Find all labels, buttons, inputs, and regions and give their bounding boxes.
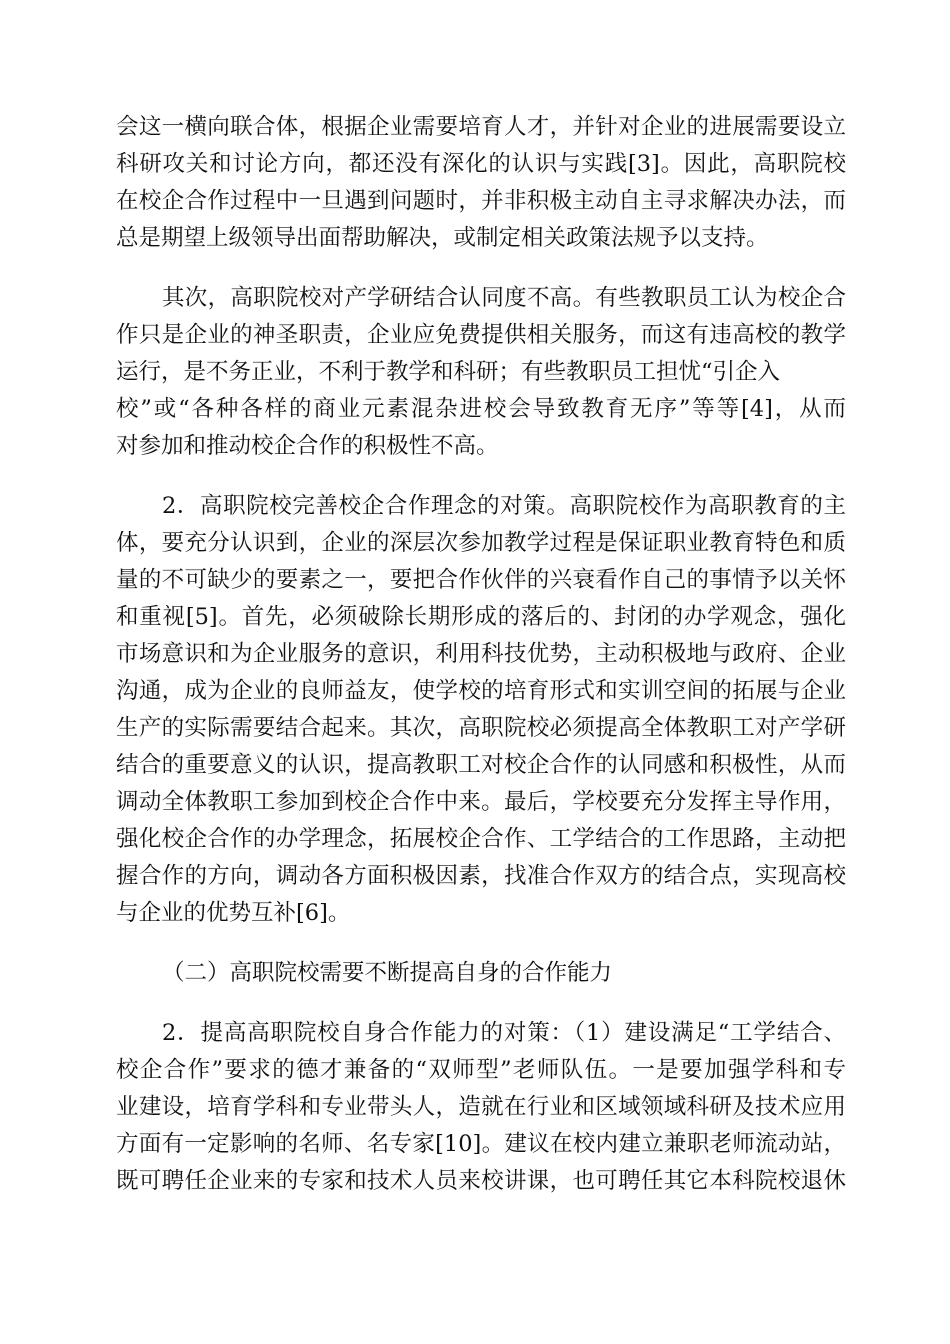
text-line: 方面有一定影响的名师、名专家[10]。建议在校内建立兼职老师流动站，: [116, 1131, 846, 1157]
text-line: 结合的重要意义的认识，提高教职工对校企合作的认同感和积极性，从而: [116, 752, 846, 778]
text-line: 生产的实际需要结合起来。其次，高职院校必须提高全体教职工对产学研: [116, 715, 846, 741]
text-line: 总是期望上级领导出面帮助解决，或制定相关政策法规予以支持。: [116, 225, 769, 251]
text-line: 科研攻关和讨论方向，都还没有深化的认识与实践[3]。因此，高职院校: [116, 151, 846, 177]
text-line: 量的不可缺少的要素之一，要把合作伙伴的兴衰看作自己的事情予以关怀: [116, 567, 846, 593]
text-line: 校”或“各种各样的商业元素混杂进校会导致教育无序”等等[4]，从而: [116, 396, 846, 422]
text-line: 运行，是不务正业，不利于教学和科研；有些教职员工担忧“引企入: [116, 359, 781, 385]
text-line: 市场意识和为企业服务的意识，利用科技优势，主动积极地与政府、企业: [116, 641, 846, 667]
text-line: 与企业的优势互补[6]。: [116, 900, 351, 926]
text-line: 调动全体教职工参加到校企合作中来。最后，学校要充分发挥主导作用，: [116, 789, 846, 815]
text-line: 2．提高高职院校自身合作能力的对策：（1）建设满足“工学结合、: [162, 1020, 846, 1046]
text-line: 强化校企合作的办学理念，拓展校企合作、工学结合的工作思路，主动把: [116, 826, 846, 852]
text-line: 校企合作”要求的德才兼备的“双师型”老师队伍。一是要加强学科和专: [116, 1057, 846, 1083]
section-heading: （二）高职院校需要不断提高自身的合作能力: [162, 960, 613, 986]
text-line: 作只是企业的神圣职责，企业应免费提供相关服务，而这有违高校的教学: [116, 322, 846, 348]
text-line: 握合作的方向，调动各方面积极因素，找准合作双方的结合点，实现高校: [116, 863, 846, 889]
text-line: 既可聘任企业来的专家和技术人员来校讲课，也可聘任其它本科院校退休: [116, 1168, 846, 1194]
text-line: 业建设，培育学科和专业带头人，造就在行业和区域领域科研及技术应用: [116, 1094, 846, 1120]
text-line: 沟通，成为企业的良师益友，使学校的培育形式和实训空间的拓展与企业: [116, 678, 846, 704]
text-line: 体，要充分认识到，企业的深层次参加教学过程是保证职业教育特色和质: [116, 530, 846, 556]
text-line: 和重视[5]。首先，必须破除长期形成的落后的、封闭的办学观念，强化: [116, 604, 846, 630]
text-line: 2．高职院校完善校企合作理念的对策。高职院校作为高职教育的主: [162, 493, 846, 519]
text-line: 对参加和推动校企合作的积极性不高。: [116, 433, 499, 459]
text-line: 在校企合作过程中一旦遇到问题时，并非积极主动自主寻求解决办法，而: [116, 188, 846, 214]
text-line: 其次，高职院校对产学研结合认同度不高。有些教职员工认为校企合: [162, 285, 846, 311]
text-line: 会这一横向联合体，根据企业需要培育人才，并针对企业的进展需要设立: [116, 114, 846, 140]
